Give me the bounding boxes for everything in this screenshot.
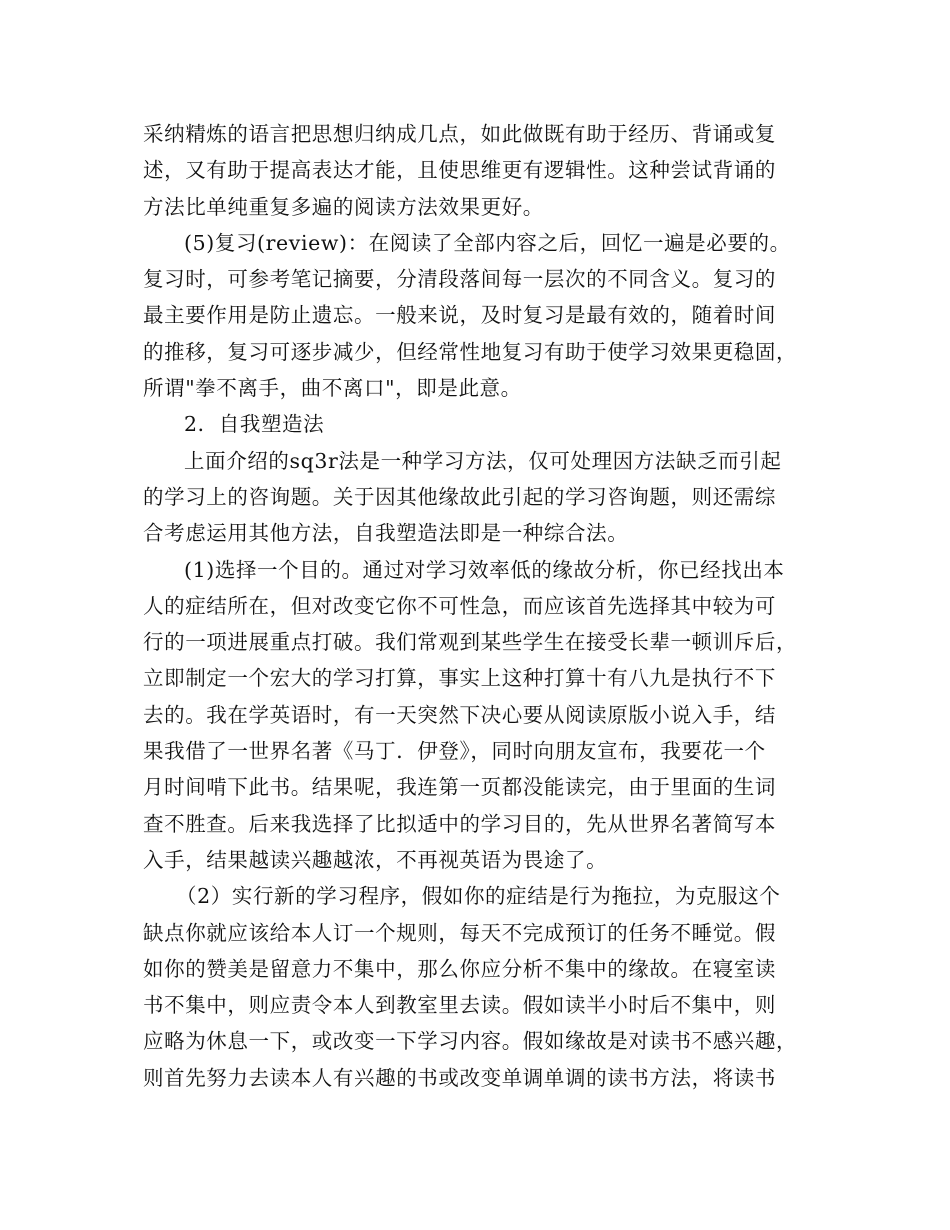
text-line: 最主要作用是防止遗忘。一般来说，及时复习是最有效的，随着时间 [143,303,776,328]
text-line: 如你的赞美是留意力不集中，那么你应分析不集中的缘故。在寝室读 [143,956,776,981]
text-line: 采纳精炼的语言把思想归纳成几点，如此做既有助于经历、背诵或复 [143,122,776,146]
text-line: 查不胜查。后来我选择了比拟适中的学习目的，先从世界名著简写本 [143,811,776,836]
text-line: 应略为休息一下，或改变一下学习内容。假如缘故是对读书不感兴趣， [143,1029,798,1054]
text-line: 果我借了一世界名著《马丁．伊登》，同时向朋友宣布，我要花一个 [143,739,766,764]
text-line: 上面介绍的sq3r法是一种学习方法，仅可处理因方法缺乏而引起 [184,448,782,473]
text-line: 入手，结果越读兴趣越浓，不再视英语为畏途了。 [143,847,608,872]
text-line: 述，又有助于提高表达才能，且使思维更有逻辑性。这种尝试背诵的 [143,158,776,183]
text-line: 2．自我塑造法 [184,412,325,437]
text-line: 则首先努力去读本人有兴趣的书或改变单调单调的读书方法，将读书 [143,1065,776,1090]
text-line: 复习时，可参考笔记摘要，分清段落间每一层次的不同含义。复习的 [143,267,776,292]
text-line: 月时间啃下此书。结果呢，我连第一页都没能读完，由于里面的生词 [143,775,776,800]
text-line: 书不集中，则应责令本人到教室里去读。假如读半小时后不集中，则 [143,993,776,1018]
text-line: 的学习上的咨询题。关于因其他缘故此引起的学习咨询题，则还需综 [143,484,776,509]
text-line: 所谓"拳不离手，曲不离口"，即是此意。 [143,376,522,401]
text-line: (1)选择一个目的。通过对学习效率低的缘故分析，你已经找出本 [184,557,785,582]
text-line: 合考虑运用其他方法，自我塑造法即是一种综合法。 [143,521,629,546]
text-line: (5)复习(review)：在阅读了全部内容之后，回忆一遍是必要的。 [184,230,791,255]
text-line: 立即制定一个宏大的学习打算，事实上这种打算十有八九是执行不下 [143,666,776,691]
text-line: 缺点你就应该给本人订一个规则，每天不完成预订的任务不睡觉。假 [143,920,776,945]
text-line: 的推移，复习可逐步减少，但经常性地复习有助于使学习效果更稳固， [143,339,798,364]
text-line: 人的症结所在，但对改变它你不可性急，而应该首先选择其中较为可 [143,593,776,618]
text-line: （2）实行新的学习程序，假如你的症结是行为拖拉，为克服这个 [176,884,781,909]
document-body [143,116,823,1096]
text-line: 方法比单纯重复多遍的阅读方法效果更好。 [143,194,544,219]
text-line: 行的一项进展重点打破。我们常观到某些学生在接受长辈一顿训斥后， [143,630,798,655]
text-line: 去的。我在学英语时，有一天突然下决心要从阅读原版小说入手，结 [143,702,776,727]
